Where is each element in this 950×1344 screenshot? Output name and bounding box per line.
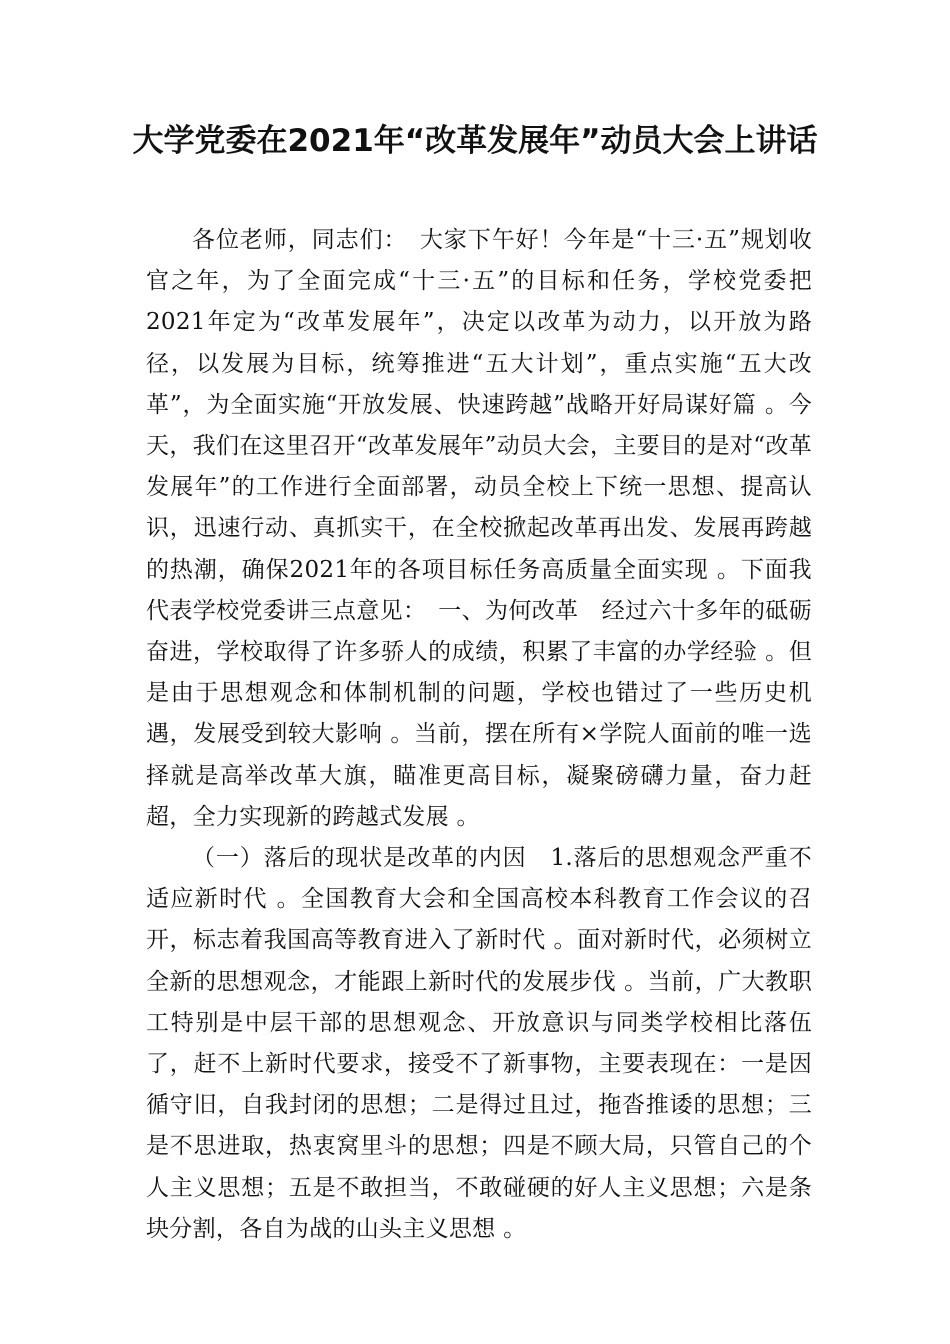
body-paragraph-1: 各位老师，同志们： 大家下午好！今年是“十三·五”规划收官之年，为了全面完成“十三·五”的目标和任务，学校党委把2021年定为“改革发展年”，决定以改革为动力，以开放为路径，以发展为目标，统筹推进“五大计划”，重点实施“五大改革”，为全面实施“开放发展、快速跨越”战略开好局谋好篇 。今天，我们在这里召开“改革发展年”动员大会，主要目的是对“改革发展年”的工作进行全面部署，动员全校上下统一思想、提高认识，迅速行动、真抓实干，在全校掀起改革再出发、发展再跨越的热潮，确保2021年的各项目标任务高质量全面实现 。下面我代表学校党委讲三点意见： 一、为何改革 经过六十多年的砥砺奋进，学校取得了许多骄人的成绩，积累了丰富的办学经验 。但是由于思想观念和体制机制的问题，学校也错过了一些历史机遇，发展受到较大影响 。当前，摆在所有×学院人面前的唯一选择就是高举改革大旗，瞄准更高目标，凝聚磅礴力量，奋力赶超，全力实现新的跨越式发展 。 [146, 227, 812, 830]
document-title: 大学党委在2021年“改革发展年”动员大会上讲话 [132, 123, 818, 159]
document-body [146, 220, 812, 1250]
body-paragraph-2: （一）落后的现状是改革的内因 1.落后的思想观念严重不适应新时代 。全国教育大会和全国高校本科教育工作会议的召开，标志着我国高等教育进入了新时代 。面对新时代，必须树立全新的思想观念，才能跟上新时代的发展步伐 。当前，广大教职工特别是中层干部的思想观念、开放意识与同类学校相比落伍了，赶不上新时代要求，接受不了新事物，主要表现在：一是因循守旧，自我封闭的思想；二是得过且过，拖沓推诿的思想；三是不思进取，热衷窝里斗的思想；四是不顾大局，只管自己的个人主义思想；五是不敢担当，不敢碰硬的好人主义思想；六是条块分割，各自为战的山头主义思想 。 [146, 845, 812, 1242]
